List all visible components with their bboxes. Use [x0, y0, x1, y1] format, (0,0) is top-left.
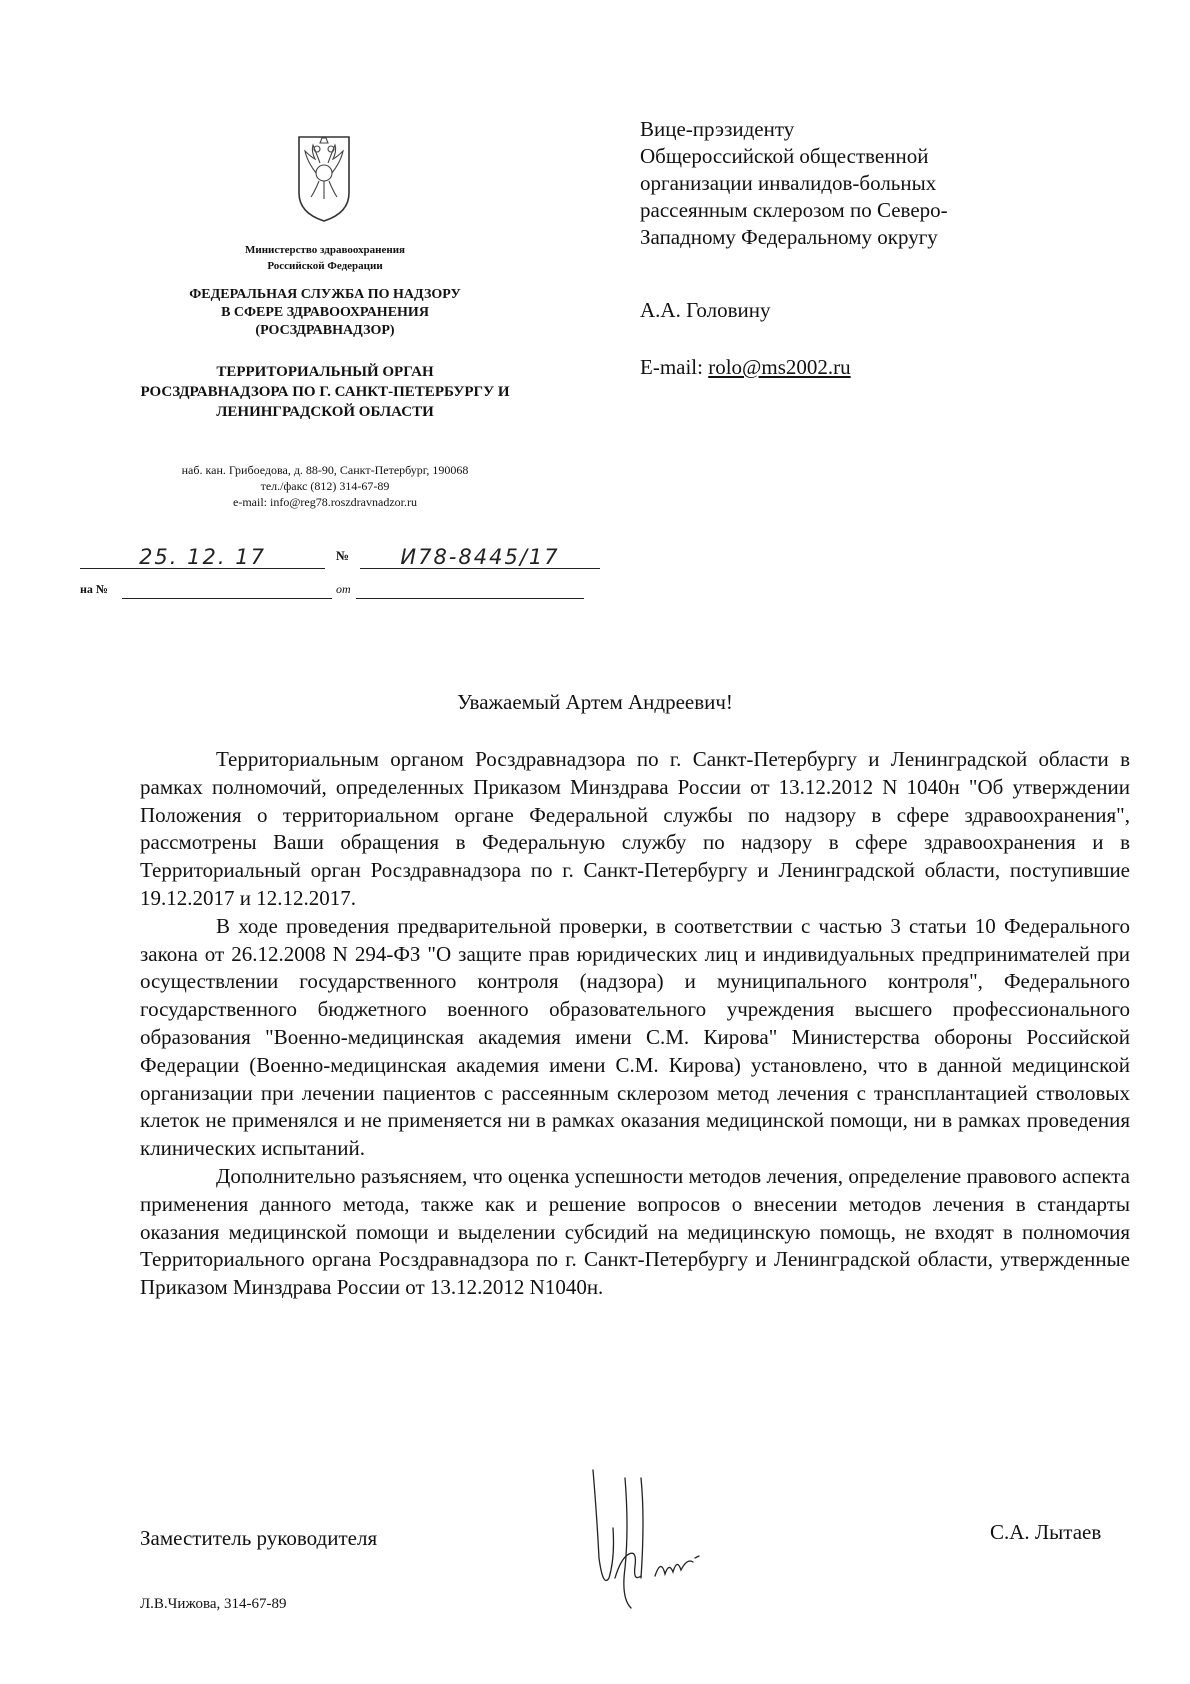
- paragraph: Территориальным органом Росздравнадзора по г. Санкт-Петербургу и Ленинградской области в рамках полномочий, определенных Приказом Минздрава России от 13.12.2012 N 1040н "Об утверждении Положения о территориальном органе Федеральной службы по надзору в сфере здравоохранения", рассмотрены Ваши обращения в Федеральную службу по надзору в сфере здравоохранения и в Территориальный орган Росздравнадзора по г. Санкт-Петербургу и Ленинградской области, поступившие 19.12.2017 и 12.12.2017.: [140, 747, 1130, 910]
- addressee-email: E-mail: rolo@ms2002.ru: [640, 355, 851, 379]
- reference-date-line: [356, 588, 584, 599]
- paragraph: Дополнительно разъясняем, что оценка успешности методов лечения, определение правового аспекта применения данного метода, также как и решение вопросов о внесении методов лечения в стандарты оказания медицинской помощи и выделении субсидий на медицинскую помощь, не входят в полномочия Территориального органа Росздравнадзора по г. Санкт-Петербургу и Ленинградской области, утвержденные Приказом Минздрава России от 13.12.2012 N1040н.: [140, 1163, 1130, 1300]
- registration-date: 25. 12. 17: [80, 546, 325, 569]
- letter-body: [140, 746, 1130, 1302]
- signatory-name: С.А. Лытаев: [990, 1520, 1102, 1544]
- email: e-mail: info@reg78.roszdravnadzor.ru: [233, 495, 417, 509]
- salutation: Уважаемый Артем Андреевич!: [457, 690, 733, 714]
- addressee-name: А.А. Головину: [640, 298, 771, 322]
- handwritten-signature-icon: [585, 1458, 755, 1618]
- phone: тел./факс (812) 314-67-89: [260, 479, 390, 493]
- paragraph: В ходе проведения предварительной проверки, в соответствии с частью 3 статьи 10 Федерального закона от 26.12.2008 N 294-ФЗ "О защите прав юридических лиц и индивидуальных предпринимателей при осуществлении государственного контроля (надзора) и муниципального контроля", Федерального государственного бюджетного военного образовательного учреждения высшего профессионального образования "Военно-медицинская академия имени С.М. Кирова" Министерства обороны Российской Федерации (Военно-медицинская академия имени С.М. Кирова) установлено, что в данной медицинской организации при лечении пациентов с рассеянным склерозом метод лечения с трансплантацией стволовых клеток не применялся и не применяется ни в рамках оказания медицинской помощи, ни в рамках проведения клинических испытаний.: [140, 913, 1130, 1161]
- reference-number-line: [122, 588, 332, 599]
- territorial-body-name: ТЕРРИТОРИАЛЬНЫЙ ОРГАН РОСЗДРАВНАДЗОРА ПО Г. САНКТ-ПЕТЕРБУРГУ И ЛЕНИНГРАДСКОЙ ОБЛАСТИ: [140, 364, 510, 420]
- executor-contact: Л.В.Чижова, 314-67-89: [140, 1596, 287, 1612]
- address: наб. кан. Грибоедова, д. 88-90, Санкт-Петербург, 190068: [181, 463, 469, 477]
- reference-from-label: от: [336, 582, 351, 596]
- coat-of-arms-icon: [295, 133, 353, 225]
- signatory-title: Заместитель руководителя: [140, 1526, 378, 1550]
- registration-number-label: №: [336, 548, 350, 563]
- registration-number: И78-8445/17: [360, 546, 600, 569]
- addressee-block: Вице-прэзиденту Общероссийской общественной организации инвалидов-больных рассеянным склерозом по Северо- Западному Федеральному округу: [640, 117, 948, 249]
- email-link[interactable]: rolo@ms2002.ru: [708, 355, 851, 379]
- reference-number-label: на №: [80, 582, 108, 596]
- letterhead-contacts: [100, 462, 550, 510]
- ministry-name: Министерство здравоохранения Российской Федерации: [244, 244, 406, 272]
- service-name: ФЕДЕРАЛЬНАЯ СЛУЖБА ПО НАДЗОРУ В СФЕРЕ ЗДРАВООХРАНЕНИЯ (РОСЗДРАВНАДЗОР): [189, 287, 461, 338]
